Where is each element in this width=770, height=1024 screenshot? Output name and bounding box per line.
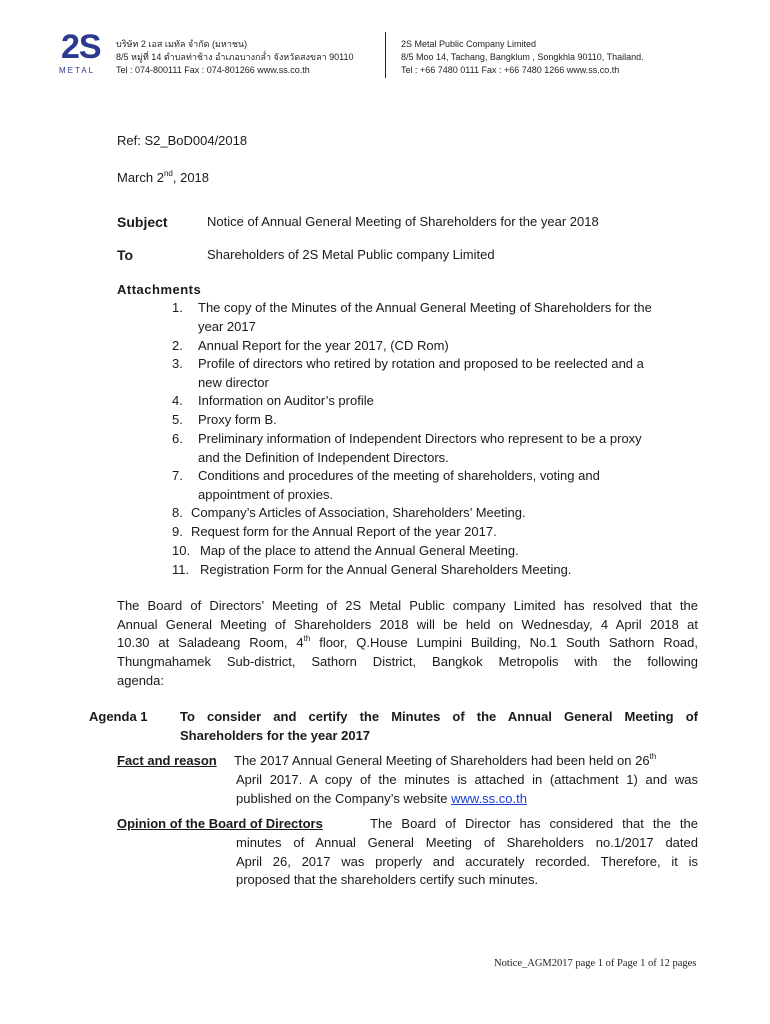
website-link[interactable]: www.ss.co.th <box>451 790 527 806</box>
date-year: , 2018 <box>172 170 210 185</box>
opinion-label: Opinion of the Board of Directors <box>117 816 323 831</box>
fact-line <box>234 752 656 771</box>
attachments-heading: Attachments <box>117 282 202 297</box>
intro-line-part: floor, Q.House Lumpini Building, No.1 South Sathorn Road, <box>310 635 698 651</box>
attachment-number: 1. <box>172 300 183 315</box>
attachment-text: appointment of proxies. <box>198 486 334 502</box>
letterhead-english-line: 2S Metal Public Company Limited <box>401 39 537 49</box>
intro-line: Annual General Meeting of Shareholders 2018 will be held on Wednesday, 4 April 2018 at <box>117 616 698 632</box>
fact-line-part: The 2017 Annual General Meeting of Shareholders had been held on 26 <box>234 753 650 768</box>
agenda-title-line: Shareholders for the year 2017 <box>180 727 371 743</box>
letterhead-thai-line: Tel : 074-800111 Fax : 074-801266 www.ss.co.th <box>116 65 310 75</box>
attachment-number: 8. <box>172 505 183 520</box>
fact-reason-label: Fact and reason <box>117 753 217 768</box>
letterhead-english-line: Tel : +66 7480 0111 Fax : +66 7480 1266 www.ss.co.th <box>401 65 620 75</box>
letterhead-thai-line: บริษัท 2 เอส เมทัล จำกัด (มหาชน) <box>116 39 248 49</box>
attachment-text: Profile of directors who retired by rotation and proposed to be reelected and a <box>198 356 644 371</box>
fact-suffix: th <box>649 751 657 761</box>
letterhead-thai <box>116 38 354 77</box>
attachment-text: Company’s Articles of Association, Shareholders’ Meeting. <box>191 505 526 520</box>
agenda-title-line: To consider and certify the Minutes of the Annual General Meeting of <box>180 709 698 724</box>
logo-subtext: METAL <box>59 66 96 75</box>
agenda-label: Agenda 1 <box>89 709 148 724</box>
attachment-text: and the Definition of Independent Directors. <box>198 449 449 465</box>
subject-text: Notice of Annual General Meeting of Shareholders for the year 2018 <box>207 214 599 229</box>
attachment-number: 2. <box>172 338 183 353</box>
intro-line <box>117 634 698 653</box>
intro-line: agenda: <box>117 672 164 688</box>
logo-text: 2S <box>61 28 101 66</box>
date-text: March 2 <box>117 170 164 185</box>
company-logo <box>58 30 102 74</box>
date-suffix: nd <box>163 168 173 178</box>
intro-suffix: th <box>303 634 311 644</box>
attachment-number: 3. <box>172 356 183 371</box>
attachment-text: Proxy form B. <box>198 412 277 427</box>
attachment-number: 5. <box>172 412 183 427</box>
opinion-line: proposed that the shareholders certify such minutes. <box>236 872 539 888</box>
attachment-number: 9. <box>172 524 183 539</box>
to-label: To <box>117 247 134 263</box>
attachment-text: Registration Form for the Annual General Shareholders Meeting. <box>200 562 572 577</box>
letterhead-english-line: 8/5 Moo 14, Tachang, Bangklum , Songkhla 90110, Thailand. <box>401 52 644 62</box>
attachment-text: Preliminary information of Independent Directors who represent to be a proxy <box>198 431 642 446</box>
agenda-title <box>180 708 698 745</box>
attachment-number: 4. <box>172 393 183 408</box>
page-footer: Notice_AGM2017 page 1 of Page 1 of 12 pages <box>494 958 697 969</box>
fact-line: April 2017. A copy of the minutes is attached in (attachment 1) and was <box>236 772 698 787</box>
attachment-number: 11. <box>172 562 190 577</box>
letterhead-divider <box>385 32 386 78</box>
fact-line <box>236 790 698 809</box>
attachment-text: Conditions and procedures of the meeting of shareholders, voting and <box>198 468 600 483</box>
attachment-number: 10. <box>172 543 191 558</box>
reference-number: Ref: S2_BoD004/2018 <box>117 133 248 148</box>
letterhead-english <box>401 38 644 77</box>
intro-line: The Board of Directors’ Meeting of 2S Metal Public company Limited has resolved that the <box>117 598 698 613</box>
intro-line-part: 10.30 at Saladeang Room, 4 <box>117 635 304 651</box>
opinion-line: The Board of Director has considered that the the <box>370 816 698 831</box>
subject-label: Subject <box>117 214 168 230</box>
attachment-text: Map of the place to attend the Annual General Meeting. <box>200 543 519 558</box>
to-text: Shareholders of 2S Metal Public company Limited <box>207 247 495 262</box>
attachment-text: Request form for the Annual Report of the year 2017. <box>191 524 497 539</box>
attachment-text: new director <box>198 374 269 390</box>
letterhead-thai-line: 8/5 หมู่ที่ 14 ตำบลท่าช้าง อำเภอบางกล่ำ จังหวัดสงขลา 90110 <box>116 52 354 62</box>
attachment-number: 6. <box>172 431 183 446</box>
attachment-number: 7. <box>172 468 183 483</box>
intro-line: Thungmahamek Sub-district, Sathorn District, Bangkok Metropolis with the following <box>117 654 698 670</box>
attachment-text: Annual Report for the year 2017, (CD Rom) <box>198 338 449 353</box>
attachment-text: year 2017 <box>198 318 256 334</box>
fact-body <box>236 771 698 808</box>
opinion-line: minutes of Annual General Meeting of Shareholders no.1/2017 dated <box>236 835 698 850</box>
intro-paragraph <box>117 597 698 690</box>
fact-line-part: published on the Company’s website <box>236 790 452 806</box>
attachment-text: The copy of the Minutes of the Annual General Meeting of Shareholders for the <box>198 300 652 315</box>
opinion-line: April 26, 2017 was properly and accurately recorded. Therefore, it is <box>236 853 698 869</box>
letter-date <box>117 169 209 188</box>
opinion-body <box>236 834 698 890</box>
attachment-text: Information on Auditor’s profile <box>198 393 374 408</box>
